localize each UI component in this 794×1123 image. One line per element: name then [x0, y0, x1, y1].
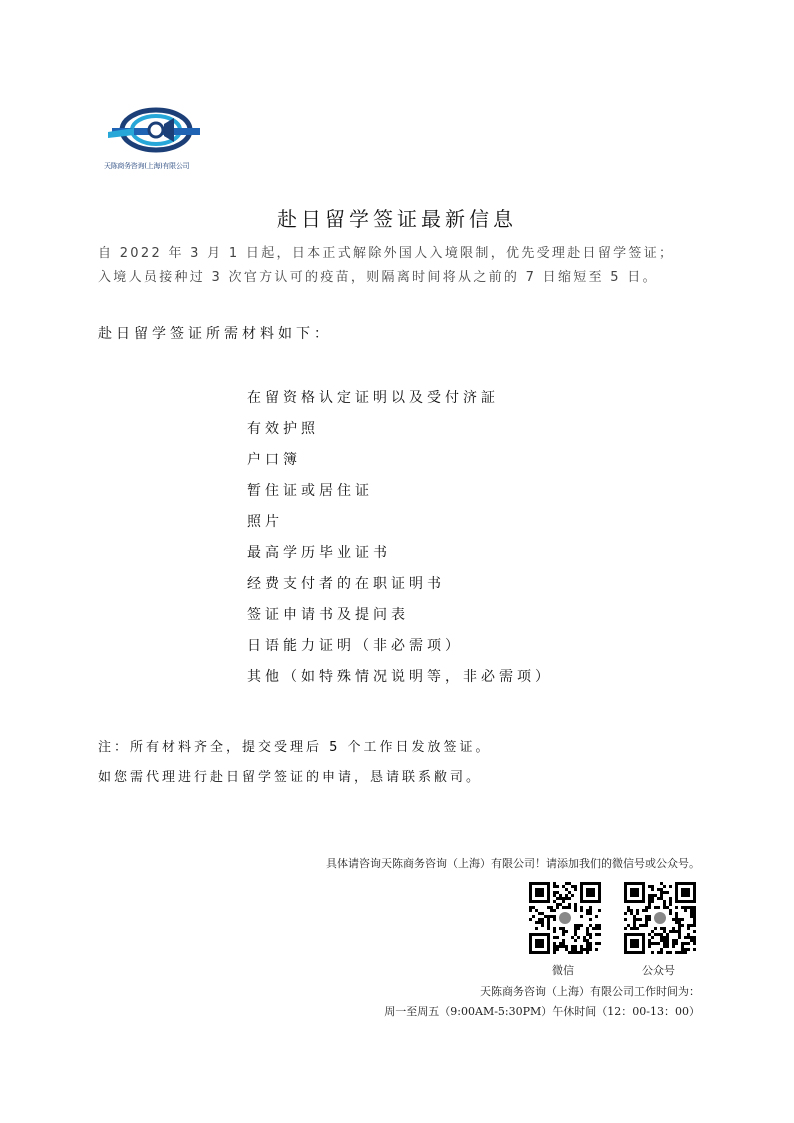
intro-line: 自 2022 年 3 月 1 日起，日本正式解除外国人入境限制，优先受理赴日留学签证；: [98, 246, 675, 261]
logo-caption: 天陈商务咨询(上海)有限公司: [104, 162, 190, 170]
material-item: 最高学历毕业证书: [247, 545, 391, 561]
public-account-qr-code[interactable]: [624, 882, 696, 954]
working-hours-title: 天陈商务咨询（上海）有限公司工作时间为：: [480, 985, 700, 998]
material-item: 其他（如特殊情况说明等，非必需项）: [247, 669, 553, 685]
requirements-heading: 赴日留学签证所需材料如下：: [98, 326, 332, 342]
material-item: 暂住证或居住证: [247, 483, 373, 499]
note-line: 如您需代理进行赴日留学签证的申请，恳请联系敝司。: [98, 770, 483, 785]
material-item: 签证申请书及提问表: [247, 607, 409, 623]
note-line: 注：所有材料齐全，提交受理后 5 个工作日发放签证。: [98, 740, 492, 755]
notes: [98, 733, 492, 793]
material-item: 户口簿: [247, 452, 301, 468]
material-item: 照片: [247, 514, 283, 530]
working-hours-detail: 周一至周五（9:00AM-5:30PM）午休时间（12：00-13：00）: [384, 1005, 700, 1018]
materials-list: [247, 383, 553, 693]
wechat-qr-label: 微信: [552, 964, 574, 977]
public-qr-label: 公众号: [642, 964, 675, 977]
contact-text: 具体请咨询天陈商务咨询（上海）有限公司！请添加我们的微信号或公众号。: [326, 857, 700, 870]
wechat-qr-code[interactable]: [529, 882, 601, 954]
page-title: 赴日留学签证最新信息: [277, 207, 517, 231]
intro-line: 入境人员接种过 3 次官方认可的疫苗，则隔离时间将从之前的 7 日缩短至 5 日。: [98, 270, 658, 285]
material-item: 在留资格认定证明以及受付济証: [247, 390, 499, 406]
material-item: 经费支付者的在职证明书: [247, 576, 445, 592]
material-item: 有效护照: [247, 421, 319, 437]
material-item: 日语能力证明（非必需项）: [247, 638, 463, 654]
intro-paragraph: [98, 242, 698, 290]
